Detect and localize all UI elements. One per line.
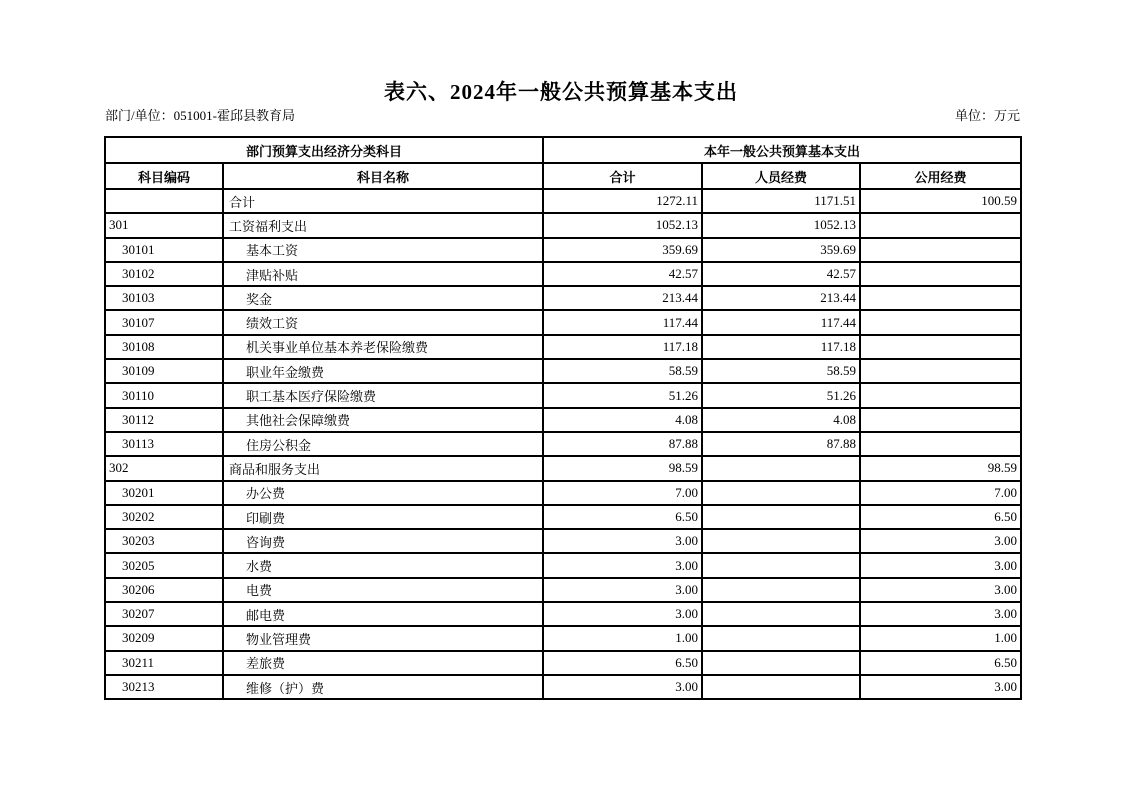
cell-personnel-funds	[702, 602, 860, 626]
cell-subject-code: 30103	[105, 286, 223, 310]
cell-subject-code: 30109	[105, 359, 223, 383]
cell-public-funds	[860, 383, 1021, 407]
cell-public-funds	[860, 238, 1021, 262]
header-columns-row	[105, 163, 1021, 189]
table-row	[105, 505, 1021, 529]
table-row	[105, 335, 1021, 359]
cell-subject-name: 印刷费	[223, 505, 543, 529]
header-group-row	[105, 137, 1021, 163]
cell-personnel-funds	[702, 505, 860, 529]
cell-personnel-funds	[702, 675, 860, 699]
cell-subject-code: 30110	[105, 383, 223, 407]
cell-personnel-funds: 51.26	[702, 383, 860, 407]
department-unit-label: 部门/单位：051001-霍邱县教育局	[105, 108, 295, 123]
cell-personnel-funds: 1052.13	[702, 213, 860, 237]
cell-subject-name: 维修（护）费	[223, 675, 543, 699]
table-row	[105, 651, 1021, 675]
table-row	[105, 602, 1021, 626]
cell-personnel-funds: 58.59	[702, 359, 860, 383]
cell-total: 359.69	[543, 238, 702, 262]
cell-public-funds	[860, 359, 1021, 383]
cell-personnel-funds: 42.57	[702, 262, 860, 286]
cell-total: 117.44	[543, 310, 702, 334]
table-header	[105, 137, 1021, 189]
table-row	[105, 310, 1021, 334]
cell-subject-name: 合计	[223, 189, 543, 213]
cell-total: 4.08	[543, 408, 702, 432]
cell-personnel-funds	[702, 529, 860, 553]
column-header-total: 合计	[543, 163, 702, 189]
table-row	[105, 481, 1021, 505]
table-row	[105, 213, 1021, 237]
cell-public-funds: 98.59	[860, 456, 1021, 480]
cell-subject-name: 职工基本医疗保险缴费	[223, 383, 543, 407]
budget-table	[104, 136, 1022, 700]
cell-subject-code	[105, 189, 223, 213]
cell-public-funds: 6.50	[860, 651, 1021, 675]
cell-subject-code: 30101	[105, 238, 223, 262]
cell-public-funds: 100.59	[860, 189, 1021, 213]
cell-subject-name: 绩效工资	[223, 310, 543, 334]
cell-subject-name: 其他社会保障缴费	[223, 408, 543, 432]
cell-total: 42.57	[543, 262, 702, 286]
cell-personnel-funds	[702, 481, 860, 505]
cell-personnel-funds	[702, 578, 860, 602]
table-row	[105, 626, 1021, 650]
table-row	[105, 675, 1021, 699]
column-header-public: 公用经费	[860, 163, 1021, 189]
cell-subject-code: 30211	[105, 651, 223, 675]
cell-personnel-funds: 359.69	[702, 238, 860, 262]
cell-personnel-funds: 117.18	[702, 335, 860, 359]
table-body	[105, 189, 1021, 699]
cell-subject-code: 30202	[105, 505, 223, 529]
cell-public-funds	[860, 335, 1021, 359]
cell-public-funds: 3.00	[860, 675, 1021, 699]
cell-personnel-funds: 4.08	[702, 408, 860, 432]
cell-public-funds: 1.00	[860, 626, 1021, 650]
meta-row	[105, 107, 1020, 125]
cell-public-funds	[860, 408, 1021, 432]
cell-public-funds: 3.00	[860, 602, 1021, 626]
cell-total: 213.44	[543, 286, 702, 310]
cell-personnel-funds	[702, 456, 860, 480]
cell-public-funds	[860, 310, 1021, 334]
cell-public-funds: 3.00	[860, 529, 1021, 553]
table-row	[105, 553, 1021, 577]
cell-total: 7.00	[543, 481, 702, 505]
cell-subject-name: 工资福利支出	[223, 213, 543, 237]
cell-total: 1272.11	[543, 189, 702, 213]
cell-total: 58.59	[543, 359, 702, 383]
cell-total: 117.18	[543, 335, 702, 359]
cell-subject-name: 咨询费	[223, 529, 543, 553]
cell-personnel-funds: 213.44	[702, 286, 860, 310]
cell-personnel-funds: 1171.51	[702, 189, 860, 213]
cell-subject-name: 办公费	[223, 481, 543, 505]
cell-total: 87.88	[543, 432, 702, 456]
cell-total: 3.00	[543, 553, 702, 577]
cell-subject-name: 邮电费	[223, 602, 543, 626]
cell-public-funds: 3.00	[860, 553, 1021, 577]
cell-personnel-funds: 87.88	[702, 432, 860, 456]
cell-subject-code: 30112	[105, 408, 223, 432]
table-row	[105, 359, 1021, 383]
header-group-classification: 部门预算支出经济分类科目	[105, 137, 543, 163]
cell-subject-name: 差旅费	[223, 651, 543, 675]
cell-subject-name: 水费	[223, 553, 543, 577]
cell-subject-code: 30108	[105, 335, 223, 359]
cell-total: 3.00	[543, 675, 702, 699]
cell-personnel-funds	[702, 626, 860, 650]
cell-public-funds	[860, 262, 1021, 286]
cell-total: 3.00	[543, 578, 702, 602]
table-row	[105, 578, 1021, 602]
cell-total: 98.59	[543, 456, 702, 480]
column-header-code: 科目编码	[105, 163, 223, 189]
table-row	[105, 238, 1021, 262]
cell-total: 51.26	[543, 383, 702, 407]
currency-unit-label: 单位：万元	[954, 108, 1020, 123]
cell-subject-code: 30107	[105, 310, 223, 334]
column-header-name: 科目名称	[223, 163, 543, 189]
cell-subject-code: 301	[105, 213, 223, 237]
cell-subject-name: 住房公积金	[223, 432, 543, 456]
cell-subject-name: 基本工资	[223, 238, 543, 262]
table-row	[105, 529, 1021, 553]
column-header-personnel: 人员经费	[702, 163, 860, 189]
table-row	[105, 432, 1021, 456]
cell-personnel-funds	[702, 553, 860, 577]
cell-total: 3.00	[543, 602, 702, 626]
cell-public-funds	[860, 213, 1021, 237]
cell-subject-code: 30209	[105, 626, 223, 650]
cell-subject-name: 津贴补贴	[223, 262, 543, 286]
cell-personnel-funds	[702, 651, 860, 675]
cell-public-funds	[860, 286, 1021, 310]
table-row	[105, 286, 1021, 310]
header-group-expenditure: 本年一般公共预算基本支出	[543, 137, 1021, 163]
table-row	[105, 262, 1021, 286]
cell-total: 1052.13	[543, 213, 702, 237]
cell-subject-code: 30207	[105, 602, 223, 626]
cell-subject-name: 奖金	[223, 286, 543, 310]
cell-personnel-funds: 117.44	[702, 310, 860, 334]
cell-public-funds: 6.50	[860, 505, 1021, 529]
cell-public-funds: 7.00	[860, 481, 1021, 505]
cell-subject-name: 商品和服务支出	[223, 456, 543, 480]
table-row	[105, 189, 1021, 213]
cell-total: 1.00	[543, 626, 702, 650]
table-row	[105, 456, 1021, 480]
cell-public-funds	[860, 432, 1021, 456]
table-row	[105, 408, 1021, 432]
cell-subject-code: 30206	[105, 578, 223, 602]
cell-total: 3.00	[543, 529, 702, 553]
cell-subject-name: 电费	[223, 578, 543, 602]
cell-subject-code: 30113	[105, 432, 223, 456]
page-title: 表六、2024年一般公共预算基本支出	[384, 80, 738, 104]
cell-subject-code: 302	[105, 456, 223, 480]
cell-subject-name: 职业年金缴费	[223, 359, 543, 383]
cell-subject-code: 30203	[105, 529, 223, 553]
cell-public-funds: 3.00	[860, 578, 1021, 602]
table-row	[105, 383, 1021, 407]
cell-subject-name: 机关事业单位基本养老保险缴费	[223, 335, 543, 359]
cell-subject-code: 30213	[105, 675, 223, 699]
cell-subject-code: 30102	[105, 262, 223, 286]
cell-subject-code: 30205	[105, 553, 223, 577]
cell-total: 6.50	[543, 505, 702, 529]
cell-total: 6.50	[543, 651, 702, 675]
cell-subject-code: 30201	[105, 481, 223, 505]
cell-subject-name: 物业管理费	[223, 626, 543, 650]
